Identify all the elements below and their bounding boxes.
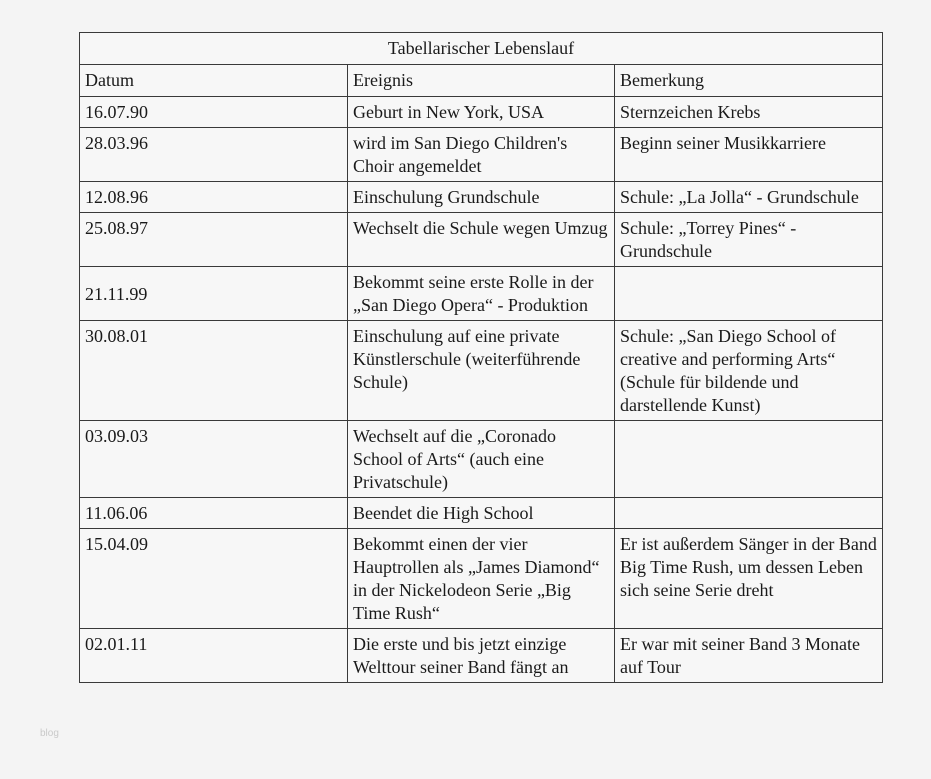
row-remark: [615, 267, 883, 321]
table-row: [80, 213, 883, 267]
row-date: 30.08.01: [80, 321, 348, 421]
table-row: [80, 97, 883, 128]
row-event: wird im San Diego Children's Choir angemeldet: [348, 128, 615, 182]
row-remark: Er ist außerdem Sänger in der Band Big Time Rush, um dessen Leben sich seine Serie dreht: [615, 529, 883, 629]
row-date: 28.03.96: [80, 128, 348, 182]
watermark-text: blog: [40, 728, 59, 739]
table-row: [80, 321, 883, 421]
row-remark: [615, 498, 883, 529]
row-date: 15.04.09: [80, 529, 348, 629]
table-row: [80, 182, 883, 213]
table-title: Tabellarischer Lebenslauf: [80, 33, 883, 65]
row-remark: Schule: „La Jolla“ - Grundschule: [615, 182, 883, 213]
row-event: Wechselt auf die „Coronado School of Arts“ (auch eine Privatschule): [348, 421, 615, 498]
row-event: Bekommt einen der vier Hauptrollen als „James Diamond“ in der Nickelodeon Serie „Big Time Rush“: [348, 529, 615, 629]
row-event: Die erste und bis jetzt einzige Welttour seiner Band fängt an: [348, 629, 615, 683]
row-date: 25.08.97: [80, 213, 348, 267]
column-header-event: Ereignis: [348, 65, 615, 97]
row-remark: Er war mit seiner Band 3 Monate auf Tour: [615, 629, 883, 683]
table-row: [80, 629, 883, 683]
row-remark: Beginn seiner Musikkarriere: [615, 128, 883, 182]
row-event: Geburt in New York, USA: [348, 97, 615, 128]
table-row: [80, 529, 883, 629]
row-remark: Schule: „San Diego School of creative and performing Arts“ (Schule für bildende und darstellende Kunst): [615, 321, 883, 421]
row-remark: Sternzeichen Krebs: [615, 97, 883, 128]
row-event: Einschulung auf eine private Künstlerschule (weiterführende Schule): [348, 321, 615, 421]
column-header-remark: Bemerkung: [615, 65, 883, 97]
table-row: [80, 498, 883, 529]
row-remark: Schule: „Torrey Pines“ - Grundschule: [615, 213, 883, 267]
row-date: 11.06.06: [80, 498, 348, 529]
table-row: [80, 267, 883, 321]
row-remark: [615, 421, 883, 498]
header-row: [80, 65, 883, 97]
cv-table: [79, 32, 883, 683]
table-row: [80, 421, 883, 498]
row-date: 02.01.11: [80, 629, 348, 683]
row-date: 16.07.90: [80, 97, 348, 128]
table-row: [80, 128, 883, 182]
row-event: Beendet die High School: [348, 498, 615, 529]
column-header-date: Datum: [80, 65, 348, 97]
row-event: Einschulung Grundschule: [348, 182, 615, 213]
row-date: 12.08.96: [80, 182, 348, 213]
row-date: 21.11.99: [80, 267, 348, 321]
row-event: Wechselt die Schule wegen Umzug: [348, 213, 615, 267]
row-date: 03.09.03: [80, 421, 348, 498]
row-event: Bekommt seine erste Rolle in der „San Diego Opera“ - Produktion: [348, 267, 615, 321]
title-row: [80, 33, 883, 65]
